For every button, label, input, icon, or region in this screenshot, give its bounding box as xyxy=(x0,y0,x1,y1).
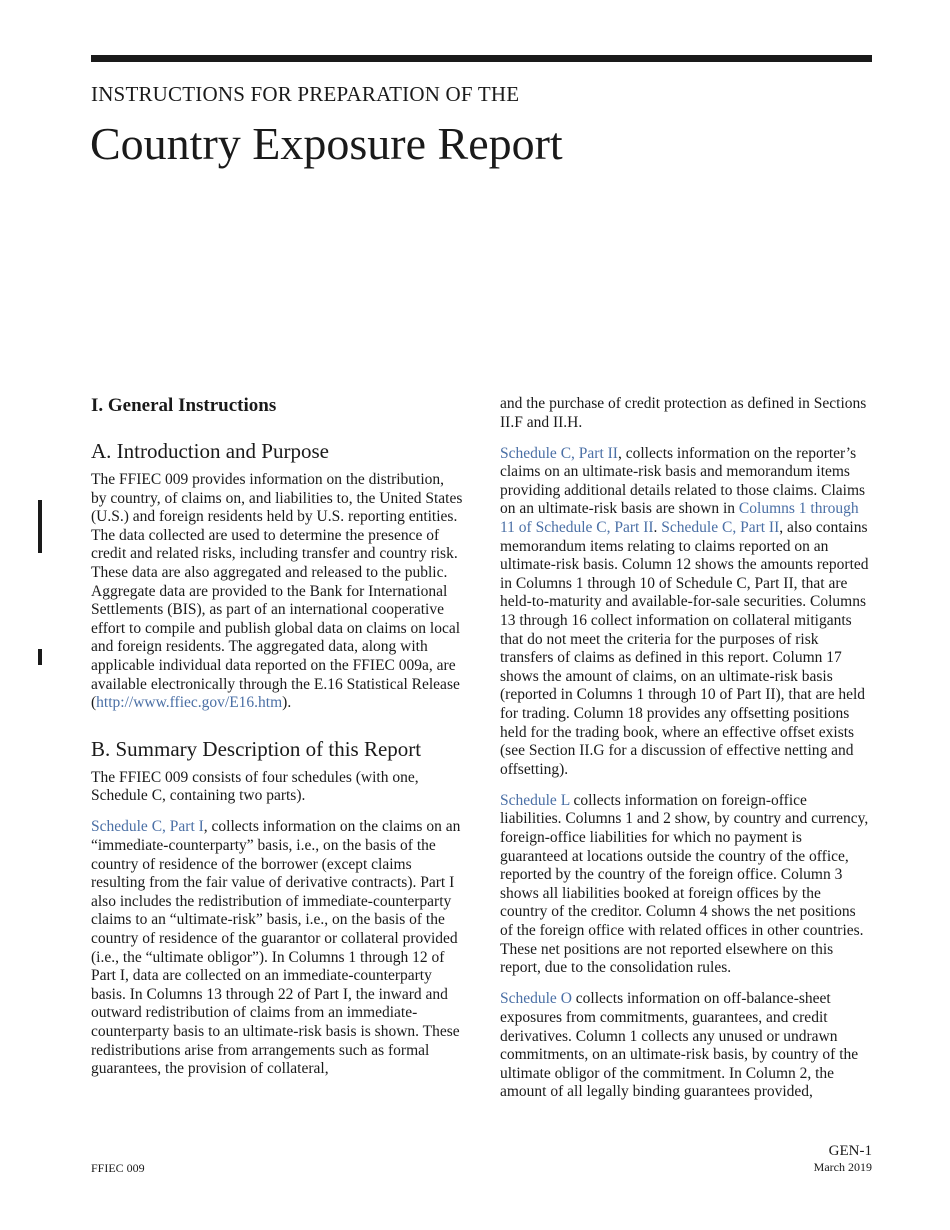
summary-heading: B. Summary Description of this Report xyxy=(91,736,422,761)
intro-paragraph: The FFIEC 009 provides information on the distribution, by country, of claims on, and liabilities to, the United States (U.S.) and foreign residents held by U.S. reporting entities. The data collected are used to determine the presence of credit and related risks, including transfer and country risk. These data are also aggregated and released to the public. Aggregate data are provided to the Bank for International Settlements (BIS), as part of an international cooperative effort to compile and publish global data on claims on local and foreign residents. The aggregated data, along with applicable individual data reported on the FFIEC 009a, are available electronically through the E.16 Statistical Release (http://www.ffiec.gov/E16.htm). xyxy=(91,471,463,712)
intro-heading: A. Introduction and Purpose xyxy=(91,439,329,463)
revision-bar xyxy=(38,649,42,665)
schedule-o-link[interactable]: Schedule O xyxy=(500,990,572,1008)
footer-form-id: FFIEC 009 xyxy=(91,1161,145,1175)
columns-1-11-link[interactable]: Columns 1 through 11 of Schedule C, Part II xyxy=(500,500,859,537)
schedule-o-paragraph: Schedule O collects information on off-balance-sheet exposures from commitments, guarantees, and credit derivatives. Column 1 collects any unused or undrawn commitments, on an ultimate-risk basis, by country of the ultimate obligor of the commitment. In Column 2, the amount of all legally binding guarantees provided, xyxy=(500,990,859,1101)
schedule-c-part-i-link[interactable]: Schedule C, Part I xyxy=(91,818,204,836)
footer-page-info xyxy=(814,1143,872,1174)
document-title: Country Exposure Report xyxy=(90,118,563,169)
schedule-c-part-ii-paragraph: Schedule C, Part II, collects information on the reporter’s claims on an ultimate-risk basis and memorandum items providing additional details related to those claims. Claims on an ultimate-risk basis are shown in Columns 1 through 11 of Schedule C, Part II. Schedule C, Part II, also contains memorandum items relating to claims reported on an ultimate-risk basis. Column 12 shows the amounts reported in Columns 1 through 10 of Schedule C, Part II, that are held-to-maturity and available-for-sale securities. Columns 13 through 16 collect information on collateral mitigants that do not meet the criteria for the purposes of risk transfers of claims as defined in this report. Column 17 shows the amount of claims, on an ultimate-risk basis (reported in Columns 1 through 10 of Part II), that are held for trading. Column 18 provides any offsetting positions held for the trading book, where an effective offset exists (see Section II.G for a discussion of effective netting and offsetting). xyxy=(500,444,869,778)
e16-release-link[interactable]: http://www.ffiec.gov/E16.htm xyxy=(96,694,283,712)
section-heading: I. General Instructions xyxy=(91,395,277,416)
left-column xyxy=(91,395,463,1091)
schedule-c-part-ii-link[interactable]: Schedule C, Part II xyxy=(500,444,618,462)
summary-paragraph: The FFIEC 009 consists of four schedules (with one, Schedule C, containing two parts). xyxy=(91,768,419,805)
schedule-l-link[interactable]: Schedule L xyxy=(500,791,570,809)
revision-bar xyxy=(38,500,42,553)
header-rule xyxy=(91,55,872,62)
document-pre-title: INSTRUCTIONS FOR PREPARATION OF THE xyxy=(91,82,520,106)
continued-paragraph: and the purchase of credit protection as defined in Sections II.F and II.H. xyxy=(500,395,867,431)
right-column xyxy=(500,395,872,1114)
footer-date: March 2019 xyxy=(813,1160,872,1174)
schedule-l-paragraph: Schedule L collects information on foreign-office liabilities. Columns 1 and 2 show, by country and currency, foreign-office liabilities for which no payment is guaranteed at locations outside the country of the office, reported by the country of the foreign office. Column 3 shows all liabilities booked at foreign offices by the country of the creditor. Column 4 shows the net positions of the foreign office with related offices in other countries. These net positions are not reported elsewhere on this report, due to the consolidation rules. xyxy=(500,791,869,977)
schedule-c-part-i-paragraph: Schedule C, Part I, collects information on the claims on an “immediate-counterparty” basis, i.e., on the basis of the country of residence of the borrower (except claims resulting from the fair value of derivative contracts). Part I also includes the redistribution of immediate-counterparty claims to an “ultimate-risk” basis, i.e., on the basis of the country of residence of the guarantor or collateral provided (i.e., the “ultimate obligor”). In Columns 1 through 12 of Part I, data are collected on an immediate-counterparty basis. In Columns 13 through 22 of Part I, the inward and outward redistribution of claims from an immediate-counterparty basis to an ultimate-risk basis is shown. These redistributions arise from arrangements such as formal guarantees, the provision of collateral, xyxy=(91,818,461,1078)
schedule-c-part-ii-link-2[interactable]: Schedule C, Part II xyxy=(661,519,780,537)
page-number: GEN-1 xyxy=(828,1143,872,1159)
